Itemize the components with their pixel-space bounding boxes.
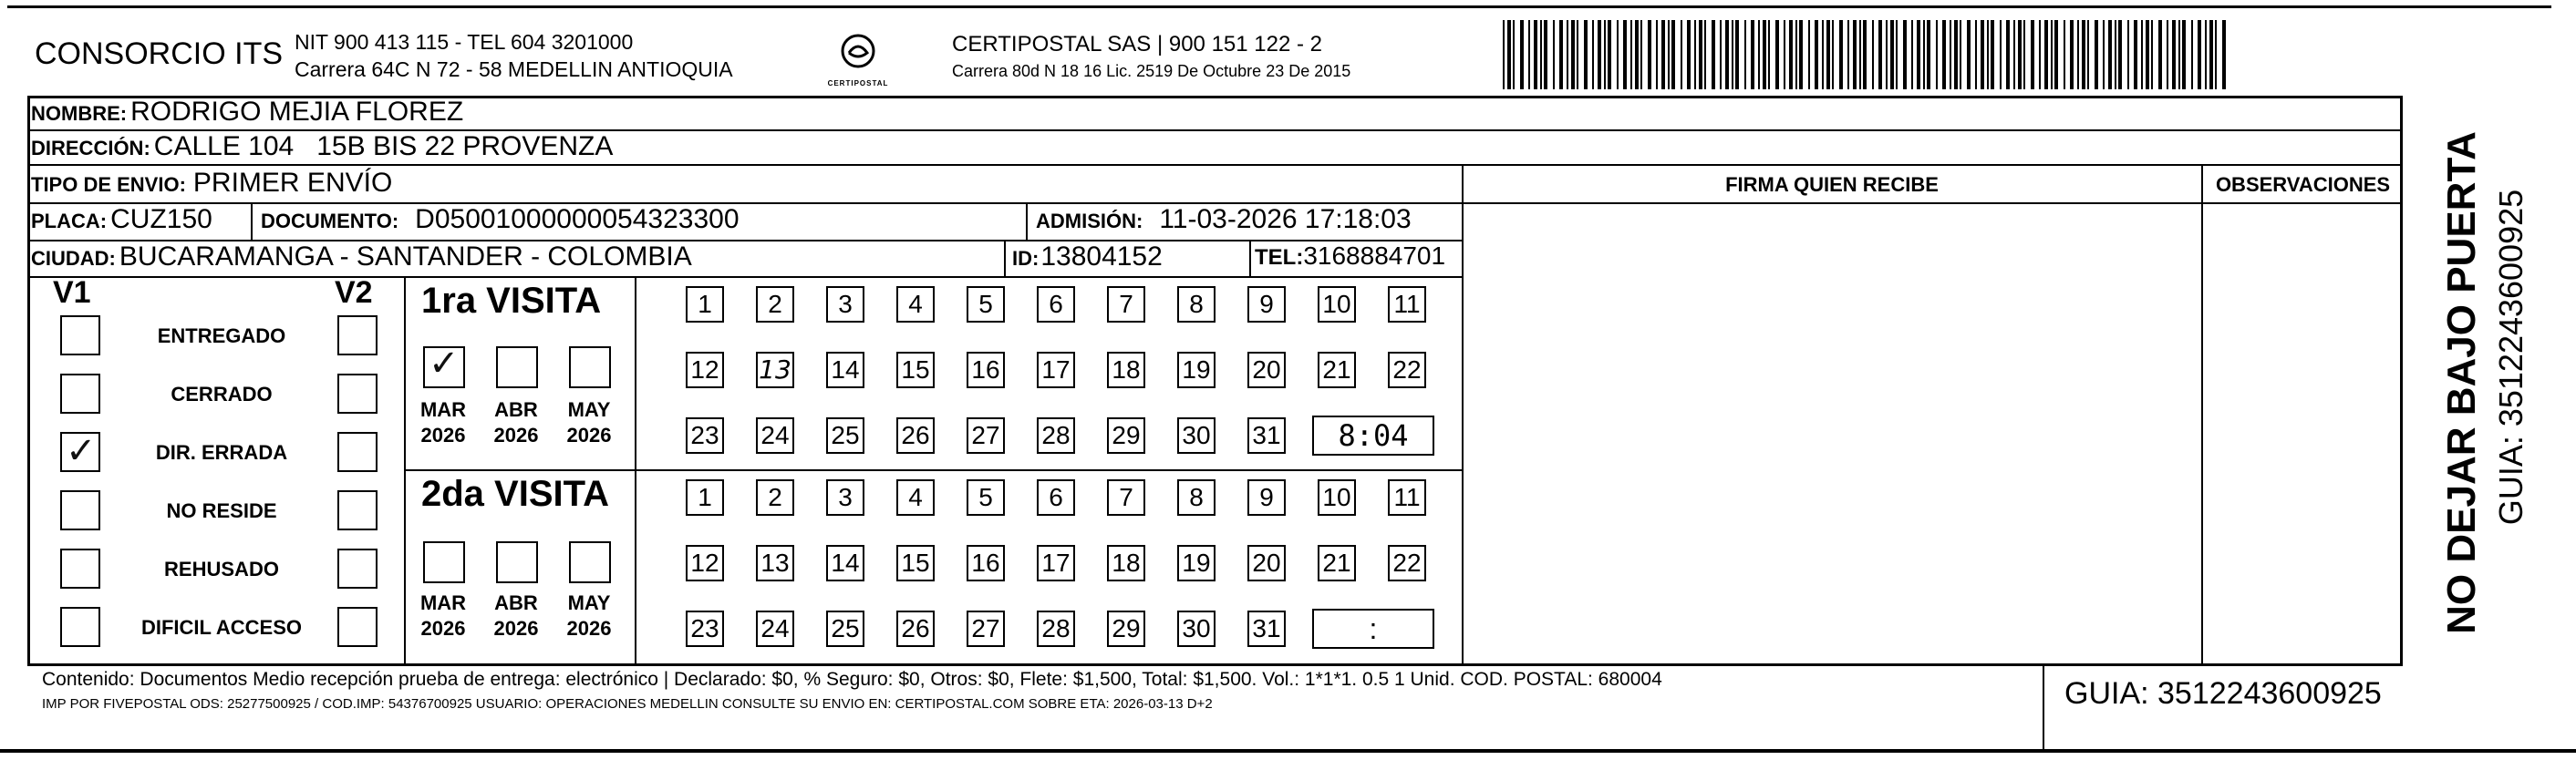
first-visit-day[interactable]: 31: [1247, 417, 1286, 454]
second-visit-time[interactable]: :: [1312, 609, 1434, 649]
tipo-value: PRIMER ENVÍO: [192, 168, 393, 198]
first-visit-day[interactable]: 2: [756, 286, 794, 323]
barcode-bar: [1768, 20, 1770, 89]
barcode-bar: [1712, 20, 1715, 89]
first-visit-day[interactable]: 3: [826, 286, 864, 323]
barcode-bar: [2031, 20, 2034, 89]
second-visit-day[interactable]: 17: [1037, 545, 1075, 581]
first-visit-day[interactable]: 22: [1388, 352, 1426, 388]
barcode-bar: [2191, 20, 2193, 89]
barcode-bar: [1598, 20, 1601, 89]
barcode-bar: [2178, 20, 2180, 89]
status-label: ENTREGADO: [157, 324, 286, 347]
first-visit-day[interactable]: 29: [1107, 417, 1145, 454]
barcode-bar: [1808, 20, 1810, 89]
second-visit-day[interactable]: 8: [1177, 479, 1216, 516]
barcode-bar: [1936, 20, 1938, 89]
barcode-bar: [1890, 20, 1894, 89]
v1-checkbox[interactable]: [60, 549, 100, 589]
admision-row: [1036, 204, 1412, 235]
rule-status-right: [404, 276, 406, 663]
rule-columns-head: [1463, 202, 2403, 204]
tipo-label: TIPO DE ENVIO:: [31, 173, 186, 196]
barcode-bar: [1503, 20, 1505, 89]
barcode-bar: [1923, 20, 1925, 89]
barcode-bar: [2044, 20, 2048, 89]
rule-firma-left: [1462, 164, 1464, 663]
tel-row: [1255, 241, 1445, 271]
placa-value: CUZ150: [110, 204, 212, 234]
first-visit-day[interactable]: 9: [1247, 286, 1286, 323]
ciudad-label: CIUDAD:: [31, 247, 116, 270]
logo-text: CERTIPOSTAL: [827, 79, 889, 87]
id-label: ID:: [1012, 247, 1040, 270]
barcode-bar: [1661, 20, 1665, 89]
barcode-bar: [2167, 20, 2168, 89]
barcode-bar: [1608, 20, 1611, 89]
barcode-bar: [1617, 20, 1619, 89]
barcode-bar: [1886, 20, 1888, 89]
barcode-bar: [1735, 20, 1739, 89]
barcode-bar: [1917, 20, 1920, 89]
second-visit-day[interactable]: 20: [1247, 545, 1286, 581]
carrier-address: Carrera 80d N 18 16 Lic. 2519 De Octubre 23 De 2015: [952, 62, 1351, 80]
first-visit-day[interactable]: 15: [896, 352, 935, 388]
first-visit-day[interactable]: 26: [896, 417, 935, 454]
second-visit-day[interactable]: 1: [686, 479, 724, 516]
rule-guia-left: [2043, 665, 2044, 750]
side-guia: GUIA: 3512243600925: [2492, 189, 2529, 526]
second-visit-day[interactable]: 7: [1107, 479, 1145, 516]
v2-checkbox[interactable]: [337, 490, 378, 530]
first-month-checkbox[interactable]: [496, 346, 538, 388]
barcode-bar: [1687, 20, 1691, 89]
barcode-bar: [1975, 20, 1977, 89]
barcode-bar: [1732, 20, 1733, 89]
first-visit-title: 1ra VISITA: [421, 281, 602, 321]
barcode-bar: [2182, 20, 2186, 89]
second-visit-day[interactable]: 6: [1037, 479, 1075, 516]
barcode-bar: [2023, 20, 2025, 89]
second-visit-day[interactable]: 26: [896, 611, 935, 647]
barcode-bar: [2018, 20, 2022, 89]
month-label: MAY: [567, 398, 611, 421]
first-visit-day[interactable]: 8: [1177, 286, 1216, 323]
barcode-bar: [1822, 20, 1824, 89]
nombre-label: NOMBRE:: [31, 102, 128, 125]
month-label: MAR: [419, 591, 467, 614]
ciudad-row: [31, 241, 692, 272]
v2-checkbox[interactable]: [337, 374, 378, 414]
barcode-bar: [2054, 20, 2058, 89]
barcode-bar: [2118, 20, 2122, 89]
barcode-bar: [1839, 20, 1843, 89]
barcode-bar: [2141, 20, 2143, 89]
second-visit-day[interactable]: 9: [1247, 479, 1286, 516]
rule-admision-left: [1026, 202, 1028, 240]
first-visit-day[interactable]: 13: [756, 352, 794, 388]
barcode-bar: [2172, 20, 2176, 89]
first-visit-day[interactable]: 28: [1037, 417, 1075, 454]
month-label: MAY: [567, 591, 611, 614]
year-label: 2026: [493, 617, 539, 640]
month-check-mark: ✓: [429, 343, 460, 385]
admision-label: ADMISIÓN:: [1036, 210, 1143, 232]
admision-value: 11-03-2026 17:18:03: [1159, 204, 1412, 234]
second-visit-day[interactable]: 10: [1318, 479, 1356, 516]
barcode-bar: [2205, 20, 2207, 89]
second-visit-title: 2da VISITA: [421, 474, 609, 514]
barcode-bar: [1571, 20, 1575, 89]
barcode-bar: [1815, 20, 1818, 89]
first-visit-day[interactable]: 4: [896, 286, 935, 323]
status-label: DIFICIL ACCESO: [140, 616, 302, 639]
v1-checkbox[interactable]: [60, 374, 100, 414]
barcode-bar: [1704, 20, 1706, 89]
first-visit-day[interactable]: 5: [967, 286, 1005, 323]
barcode-bar: [2000, 20, 2002, 89]
second-visit-day[interactable]: 15: [896, 545, 935, 581]
barcode-bar: [1896, 20, 1898, 89]
second-visit-day[interactable]: 23: [686, 611, 724, 647]
barcode-bar: [1960, 20, 1961, 89]
barcode-bar: [1950, 20, 1951, 89]
barcode-bar: [1699, 20, 1702, 89]
tel-value: 3168884701: [1303, 241, 1446, 270]
first-visit-day[interactable]: 12: [686, 352, 724, 388]
status-label: REHUSADO: [164, 558, 279, 580]
second-visit-day[interactable]: 2: [756, 479, 794, 516]
barcode-bar: [1513, 20, 1515, 89]
barcode-bar: [2127, 20, 2129, 89]
second-visit-day[interactable]: 16: [967, 545, 1005, 581]
barcode-bar: [1799, 20, 1803, 89]
barcode-bar: [2222, 20, 2226, 89]
second-month-checkbox[interactable]: [569, 541, 611, 583]
tel-label: TEL:: [1255, 245, 1304, 270]
barcode-bar: [1559, 20, 1563, 89]
top-edge: [7, 5, 2551, 8]
year-label: 2026: [420, 424, 466, 447]
direccion-row: [31, 131, 613, 162]
barcode-bar: [1584, 20, 1588, 89]
v2-label: V2: [335, 275, 373, 310]
v1-checkbox[interactable]: [60, 432, 100, 472]
nit-line: NIT 900 413 115 - TEL 604 3201000: [295, 30, 634, 54]
certipostal-logo: [826, 33, 890, 89]
rule-months-right: [635, 276, 636, 663]
barcode-bar: [2209, 20, 2213, 89]
contenido-line: Contenido: Documentos Medio recepción prueba de entrega: electrónico | Declarado: $0, % Seguro: $0, Otros: $0, Flete: $1,500, Total: $1,500. Vol.: 1*1*1. 0.5 1 Unid. COD. POSTAL: 680004: [42, 669, 1662, 690]
barcode-bar: [1981, 20, 1984, 89]
barcode-bar: [1784, 20, 1785, 89]
first-visit-day[interactable]: 7: [1107, 286, 1145, 323]
barcode-bar: [1987, 20, 1989, 89]
barcode-bar: [2198, 20, 2201, 89]
v1-checkbox[interactable]: [60, 490, 100, 530]
address-line: Carrera 64C N 72 - 58 MEDELLIN ANTIOQUIA: [295, 57, 733, 81]
second-visit-day[interactable]: 22: [1388, 545, 1426, 581]
second-visit-day[interactable]: 13: [756, 545, 794, 581]
second-visit-day[interactable]: 30: [1177, 611, 1216, 647]
first-visit-day[interactable]: 24: [756, 417, 794, 454]
barcode-bar: [2070, 20, 2074, 89]
barcode-bar: [1826, 20, 1830, 89]
observaciones-header: OBSERVACIONES: [2215, 173, 2391, 196]
carrier-line: CERTIPOSTAL SAS | 900 151 122 - 2: [952, 32, 1322, 56]
second-visit-day[interactable]: 29: [1107, 611, 1145, 647]
second-visit-day[interactable]: 14: [826, 545, 864, 581]
id-row: [1012, 241, 1163, 272]
documento-label: DOCUMENTO:: [261, 210, 399, 232]
barcode-bar: [2158, 20, 2162, 89]
rule-direccion: [27, 164, 2403, 166]
barcode-bar: [1540, 20, 1542, 89]
barcode-bar: [1635, 20, 1639, 89]
year-label: 2026: [566, 424, 612, 447]
barcode-bar: [1656, 20, 1658, 89]
barcode-bar: [1758, 20, 1760, 89]
footer-guia: GUIA: 3512243600925: [2064, 676, 2382, 711]
barcode-bar: [1763, 20, 1766, 89]
barcode-bar: [1534, 20, 1537, 89]
firma-header: FIRMA QUIEN RECIBE: [1725, 173, 1939, 196]
barcode-bar: [1520, 20, 1524, 89]
barcode-bar: [1648, 20, 1651, 89]
barcode-bar: [1668, 20, 1670, 89]
first-visit-day[interactable]: 21: [1318, 352, 1356, 388]
second-visit-day[interactable]: 5: [967, 479, 1005, 516]
first-visit-day[interactable]: 19: [1177, 352, 1216, 388]
v2-checkbox[interactable]: [337, 315, 378, 355]
second-visit-day[interactable]: 25: [826, 611, 864, 647]
barcode-bar: [2134, 20, 2137, 89]
barcode-bar: [2082, 20, 2085, 89]
barcode-bar: [1878, 20, 1882, 89]
first-visit-day[interactable]: 1: [686, 286, 724, 323]
barcode-bar: [1903, 20, 1907, 89]
second-month-checkbox[interactable]: [423, 541, 465, 583]
barcode-bar: [1725, 20, 1729, 89]
barcode-bar: [2006, 20, 2010, 89]
barcode-bar: [2087, 20, 2089, 89]
first-visit-day[interactable]: 11: [1388, 286, 1426, 323]
barcode-bar: [1567, 20, 1568, 89]
barcode-bar: [1911, 20, 1913, 89]
barcode-bar: [1967, 20, 1971, 89]
first-month-checkbox[interactable]: [423, 343, 465, 388]
barcode-bar: [1544, 20, 1547, 89]
barcode-bar: [1847, 20, 1849, 89]
barcode-bar: [1507, 20, 1511, 89]
rule-obs-left: [2201, 164, 2203, 663]
barcode-bar: [1592, 20, 1594, 89]
rule-ciudad: [27, 276, 1463, 278]
first-visit-day[interactable]: 23: [686, 417, 724, 454]
barcode-bar: [2077, 20, 2079, 89]
rule-tel-left: [1249, 240, 1251, 276]
barcode-bar: [2095, 20, 2098, 89]
side-no-dejar: NO DEJAR BAJO PUERTA: [2439, 131, 2484, 634]
barcode-bar: [1954, 20, 1958, 89]
second-visit-day[interactable]: 12: [686, 545, 724, 581]
v1-checkbox[interactable]: [60, 315, 100, 355]
second-visit-day[interactable]: 24: [756, 611, 794, 647]
barcode-bar: [1694, 20, 1696, 89]
first-visit-day[interactable]: 20: [1247, 352, 1286, 388]
first-visit-day[interactable]: 18: [1107, 352, 1145, 388]
imp-line: IMP POR FIVEPOSTAL ODS: 25277500925 / COD.IMP: 54376700925 USUARIO: OPERACIONES MEDELLIN CONSULTE SU ENVIO EN: CERTIPOSTAL.COM SOBRE ETA: 2026-03-13 D+2: [42, 696, 1213, 712]
barcode-bar: [1927, 20, 1930, 89]
barcode-bar: [1872, 20, 1874, 89]
status-label: DIR. ERRADA: [155, 441, 288, 464]
first-visit-day[interactable]: 10: [1318, 286, 1356, 323]
tipo-row: [31, 168, 392, 199]
first-visit-day[interactable]: 6: [1037, 286, 1075, 323]
v2-checkbox[interactable]: [337, 607, 378, 647]
rule-placa-right: [251, 202, 253, 240]
barcode-bar: [1720, 20, 1722, 89]
month-label: ABR: [494, 591, 538, 614]
second-visit-day[interactable]: 21: [1318, 545, 1356, 581]
first-visit-day[interactable]: 14: [826, 352, 864, 388]
second-visit-day[interactable]: 28: [1037, 611, 1075, 647]
rule-footer: [27, 663, 2403, 666]
placa-row: [31, 204, 212, 235]
barcode-bar: [2051, 20, 2053, 89]
direccion-label: DIRECCIÓN:: [31, 137, 150, 159]
logo-mark-icon: [826, 33, 890, 75]
first-visit-day[interactable]: 25: [826, 417, 864, 454]
month-label: ABR: [494, 398, 538, 421]
v1-label: V1: [53, 275, 91, 310]
v1-checkbox[interactable]: [60, 607, 100, 647]
barcode-bar: [1795, 20, 1797, 89]
barcode-bar: [1991, 20, 1994, 89]
barcode-bar: [1528, 20, 1530, 89]
month-label: MAR: [419, 398, 467, 421]
first-visit-day[interactable]: 17: [1037, 352, 1075, 388]
barcode-bar: [1623, 20, 1627, 89]
check-mark: ✓: [66, 430, 97, 472]
barcode-bar: [2103, 20, 2105, 89]
year-label: 2026: [420, 617, 466, 640]
second-visit-day[interactable]: 31: [1247, 611, 1286, 647]
v2-checkbox[interactable]: [337, 549, 378, 589]
barcode-bar: [1775, 20, 1779, 89]
rule-id-left: [1004, 240, 1006, 276]
barcode-bar: [1859, 20, 1861, 89]
rule-mid-visits: [404, 469, 1463, 471]
first-month-checkbox[interactable]: [569, 346, 611, 388]
first-visit-day[interactable]: 30: [1177, 417, 1216, 454]
barcode-bar: [1863, 20, 1867, 89]
barcode-bar: [1640, 20, 1642, 89]
status-label: NO RESIDE: [166, 499, 277, 522]
second-visit-day[interactable]: 4: [896, 479, 935, 516]
barcode-bar: [2146, 20, 2149, 89]
v2-checkbox[interactable]: [337, 432, 378, 472]
barcode-bar: [2108, 20, 2112, 89]
placa-label: PLACA:: [31, 210, 108, 232]
barcode-bar: [2039, 20, 2041, 89]
barcode-bar: [1942, 20, 1946, 89]
barcode-bar: [1671, 20, 1675, 89]
second-visit-day[interactable]: 11: [1388, 479, 1426, 516]
barcode-bar: [2115, 20, 2116, 89]
barcode: [1503, 20, 2229, 89]
first-visit-time[interactable]: 8:04: [1312, 416, 1434, 456]
second-visit-day[interactable]: 3: [826, 479, 864, 516]
bottom-edge: [0, 749, 2576, 753]
second-visit-day[interactable]: 19: [1177, 545, 1216, 581]
id-value: 13804152: [1040, 241, 1163, 272]
second-visit-day[interactable]: 18: [1107, 545, 1145, 581]
barcode-bar: [1604, 20, 1606, 89]
barcode-bar: [1832, 20, 1834, 89]
barcode-bar: [2151, 20, 2153, 89]
barcode-bar: [2215, 20, 2217, 89]
barcode-bar: [1751, 20, 1754, 89]
barcode-bar: [2064, 20, 2065, 89]
barcode-bar: [1630, 20, 1632, 89]
barcode-bar: [2013, 20, 2015, 89]
company-name: CONSORCIO ITS: [35, 36, 284, 71]
barcode-bar: [1789, 20, 1793, 89]
nombre-row: [31, 97, 463, 128]
barcode-bar: [1681, 20, 1682, 89]
barcode-bar: [1577, 20, 1578, 89]
first-visit-day[interactable]: 16: [967, 352, 1005, 388]
year-label: 2026: [566, 617, 612, 640]
barcode-bar: [1853, 20, 1857, 89]
second-visit-day[interactable]: 27: [967, 611, 1005, 647]
second-month-checkbox[interactable]: [496, 541, 538, 583]
year-label: 2026: [493, 424, 539, 447]
status-label: CERRADO: [171, 383, 273, 406]
ciudad-value: BUCARAMANGA - SANTANDER - COLOMBIA: [119, 241, 692, 272]
direccion-value: CALLE 104 15B BIS 22 PROVENZA: [153, 131, 614, 161]
barcode-bar: [1553, 20, 1555, 89]
documento-row: [261, 204, 740, 235]
documento-value: D05001000000054323300: [415, 204, 740, 234]
first-visit-day[interactable]: 27: [967, 417, 1005, 454]
nombre-value: RODRIGO MEJIA FLOREZ: [130, 97, 464, 127]
barcode-bar: [1744, 20, 1746, 89]
